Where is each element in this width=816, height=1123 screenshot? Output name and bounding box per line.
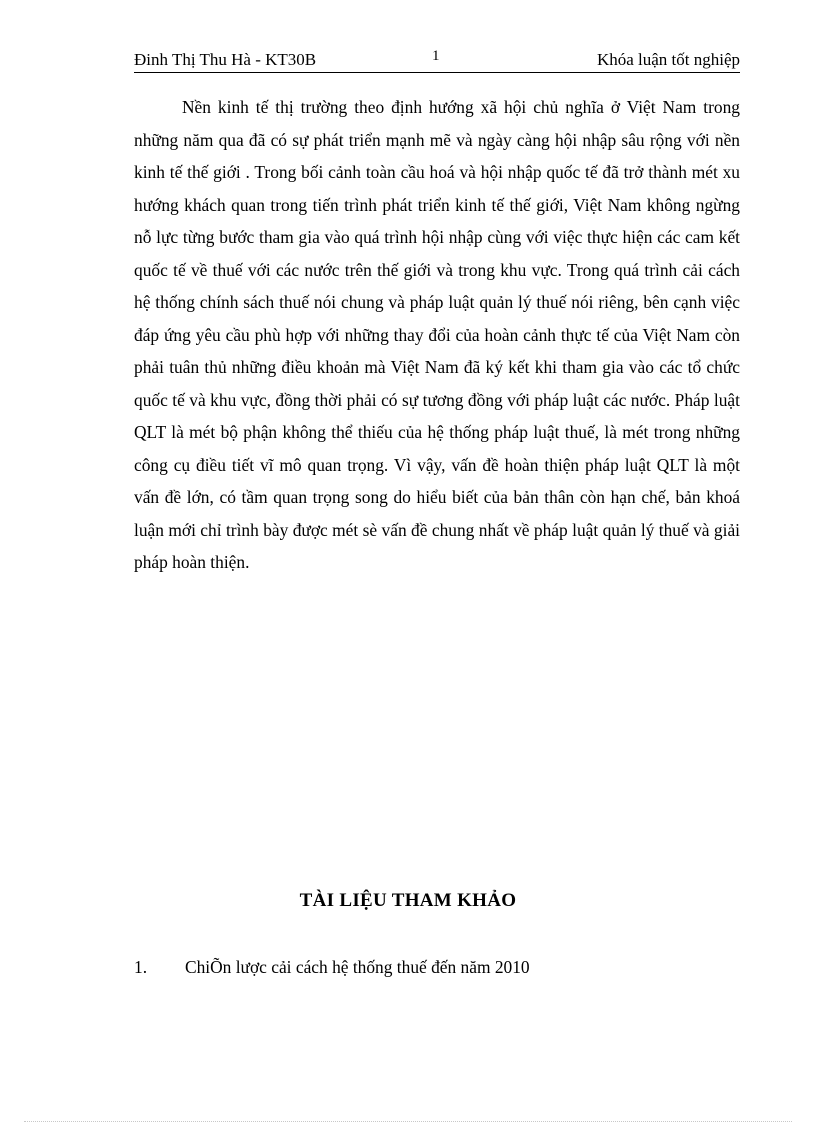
reference-item [134, 957, 530, 978]
reference-number: 1. [134, 957, 148, 977]
page-bottom-border [24, 1121, 792, 1122]
header-page-number: 1 [432, 48, 440, 64]
reference-text: ChiÕn lược cải cách hệ thống thuế đến năm 2010 [185, 957, 530, 977]
references-heading: TÀI LIỆU THAM KHẢO [299, 890, 517, 911]
header-document-title: Khóa luận tốt nghiệp [596, 50, 740, 69]
header-author: Đinh Thị Thu Hà - KT30B [134, 50, 317, 69]
body-paragraph: Nền kinh tế thị trường theo định hướng xã hội chủ nghĩa ở Việt Nam trong những năm qua đã có sự phát triển mạnh mẽ và ngày càng hội nhập sâu rộng với nền kinh tế thế giới . Trong bối cảnh toàn cầu hoá và hội nhập quốc tế đã trở thành mét xu hướng khách quan trong tiến trình phát triển kinh tế thế giới, Việt Nam không ngừng nỗ lực từng bước tham gia vào quá trình hội nhập cùng với việc thực hiện các cam kết quốc tế về thuế với các nước trên thế giới và trong khu vực. Trong quá trình cải cách hệ thống chính sách thuế nói chung và pháp luật quản lý thuế nói riêng, bên cạnh việc đáp ứng yêu cầu phù hợp với những thay đổi của hoàn cảnh thực tế của Việt Nam còn phải tuân thủ những điều khoản mà Việt Nam đã ký kết khi tham gia vào các tổ chức quốc tế và khu vực, đồng thời phải có sự tương đồng với pháp luật các nước. Pháp luật QLT là mét bộ phận không thể thiếu của hệ thống pháp luật thuế, là mét trong những công cụ điều tiết vĩ mô quan trọng. Vì vậy, vấn đề hoàn thiện pháp luật QLT là một vấn đề lớn, có tầm quan trọng song do hiểu biết của bản thân còn hạn chế, bản khoá luận mới chỉ trình bày được mét sè vấn đề chung nhất về pháp luật quản lý thuế và giải pháp hoàn thiện. [134, 97, 740, 572]
page-header [134, 48, 740, 73]
